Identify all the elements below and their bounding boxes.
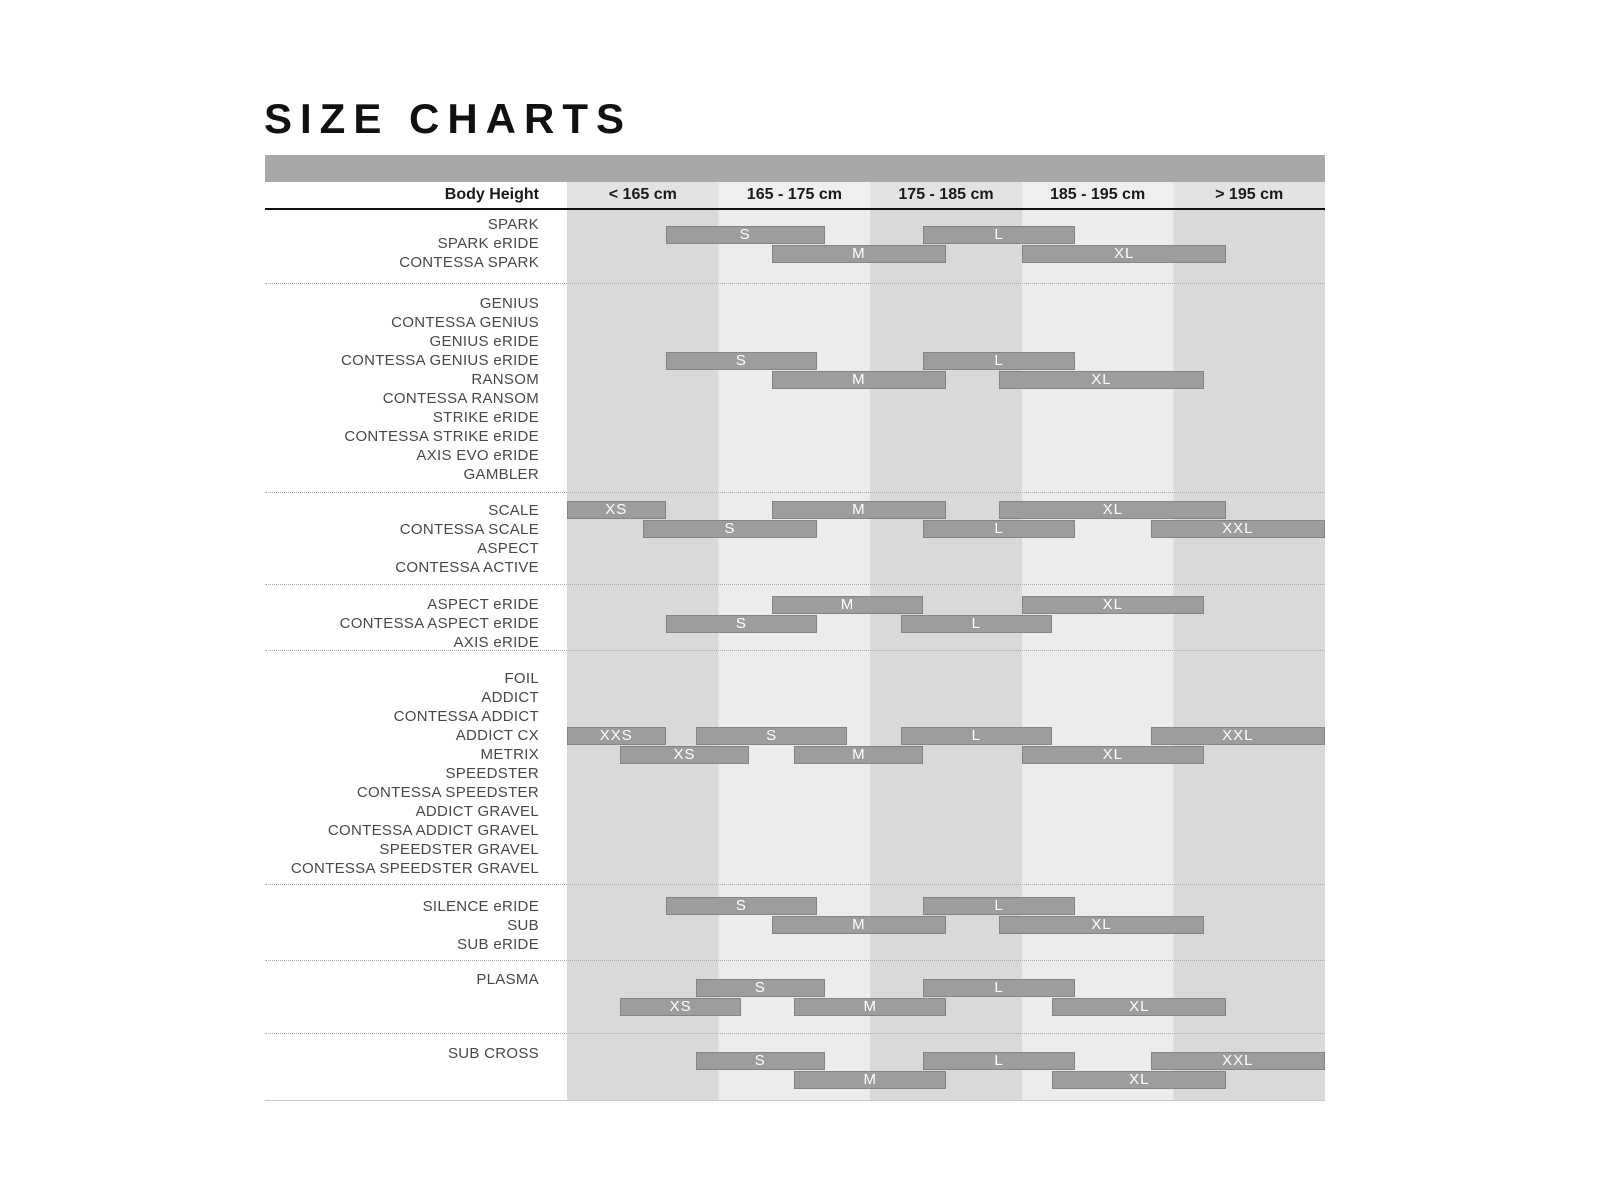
column-header-gt195: > 195 cm <box>1215 186 1284 203</box>
size-bar-label: M <box>852 916 866 933</box>
size-bar-m <box>772 916 946 934</box>
size-bar-label: S <box>735 897 747 914</box>
size-bar-s <box>696 727 848 745</box>
model-labels <box>265 210 567 272</box>
model-label: GENIUS <box>479 295 539 312</box>
size-bar-label: S <box>724 520 736 537</box>
size-bar-xs <box>620 998 741 1016</box>
model-group <box>265 492 1325 584</box>
size-bar-s <box>696 1052 825 1070</box>
size-bar-label: M <box>863 1071 877 1088</box>
column-header-185-195: 185 - 195 cm <box>1049 186 1146 203</box>
model-label: AXIS EVO eRIDE <box>416 447 539 464</box>
model-label: SCALE <box>488 502 539 519</box>
size-bar-s <box>666 615 818 633</box>
model-group <box>265 210 1325 283</box>
size-bar-m <box>794 746 923 764</box>
size-bar-label: XL <box>1129 998 1150 1015</box>
size-bar-label: S <box>735 352 747 369</box>
model-label: CONTESSA ADDICT GRAVEL <box>327 822 539 839</box>
model-group <box>265 884 1325 960</box>
model-group <box>265 1033 1325 1100</box>
model-label: CONTESSA ACTIVE <box>395 559 539 576</box>
size-bar-label: XS <box>673 746 696 763</box>
size-bar-s <box>666 226 825 244</box>
size-bars <box>567 961 1325 1033</box>
size-bar-l <box>923 352 1075 370</box>
size-bar-s <box>643 520 817 538</box>
size-bar-xl <box>999 916 1204 934</box>
size-bar-l <box>923 226 1075 244</box>
size-bar-xs <box>620 746 749 764</box>
size-bar-xl <box>999 501 1226 519</box>
chart-body <box>265 210 1325 1101</box>
size-bar-xxs <box>567 727 666 745</box>
size-bar-l <box>923 1052 1075 1070</box>
size-bar-label: XXS <box>599 727 633 744</box>
size-bar-label: XL <box>1113 245 1135 262</box>
size-bars <box>567 284 1325 492</box>
size-bar-xxl <box>1151 520 1325 538</box>
size-bar-label: XS <box>605 501 628 518</box>
size-bar-label: M <box>852 746 866 763</box>
size-bar-label: L <box>994 979 1004 996</box>
size-bar-m <box>794 1071 946 1089</box>
model-labels <box>265 961 567 989</box>
model-label: CONTESSA SPEEDSTER GRAVEL <box>290 860 539 877</box>
size-bar-label: XXL <box>1222 520 1254 537</box>
size-bar-label: XXL <box>1222 1052 1254 1069</box>
size-bar-m <box>772 371 946 389</box>
model-label: GAMBLER <box>463 466 539 483</box>
size-bar-label: L <box>994 897 1004 914</box>
size-bars <box>567 651 1325 884</box>
size-bar-label: XL <box>1102 501 1123 518</box>
model-label: CONTESSA SCALE <box>399 521 539 538</box>
size-bar-label: L <box>994 226 1004 243</box>
size-bars <box>567 1034 1325 1100</box>
size-bar-s <box>666 897 818 915</box>
model-label: METRIX <box>480 746 539 763</box>
page-title: SIZE CHARTS <box>264 95 633 142</box>
model-labels <box>265 885 567 954</box>
size-bar-label: XL <box>1102 596 1123 613</box>
model-group <box>265 650 1325 884</box>
model-label: CONTESSA SPEEDSTER <box>356 784 539 801</box>
size-bar-s <box>666 352 818 370</box>
size-bar-label: M <box>852 501 866 518</box>
model-label: STRIKE eRIDE <box>432 409 539 426</box>
header-banner <box>265 155 1325 182</box>
model-label: ASPECT eRIDE <box>427 596 539 613</box>
model-label: SPARK eRIDE <box>437 235 539 252</box>
model-label: SPEEDSTER <box>445 765 539 782</box>
size-bars <box>567 493 1325 584</box>
size-bar-label: XS <box>669 998 692 1015</box>
model-labels <box>265 1034 567 1063</box>
size-bar-label: S <box>754 979 766 996</box>
size-bar-label: XL <box>1091 371 1112 388</box>
model-label: CONTESSA SPARK <box>399 254 539 271</box>
size-bar-label: L <box>994 520 1004 537</box>
size-bar-label: S <box>739 226 751 243</box>
model-label: CONTESSA STRIKE eRIDE <box>344 428 539 445</box>
size-bar-m <box>772 501 946 519</box>
model-label: SUB CROSS <box>447 1045 539 1062</box>
model-label: AXIS eRIDE <box>453 634 539 651</box>
size-bar-l <box>901 727 1053 745</box>
model-labels <box>265 651 567 878</box>
model-label: CONTESSA ADDICT <box>393 708 539 725</box>
size-bar-m <box>772 596 924 614</box>
model-group <box>265 584 1325 650</box>
size-bar-label: XL <box>1129 1071 1150 1088</box>
size-bar-label: S <box>754 1052 766 1069</box>
size-bar-xxl <box>1151 727 1325 745</box>
size-bar-xl <box>1022 245 1227 263</box>
model-label: ASPECT <box>477 540 539 557</box>
model-label: CONTESSA RANSOM <box>382 390 539 407</box>
size-bar-m <box>794 998 946 1016</box>
size-bar-label: S <box>735 615 747 632</box>
model-label: ADDICT CX <box>455 727 539 744</box>
size-bar-label: S <box>766 727 778 744</box>
column-header-175-185: 175 - 185 cm <box>898 186 994 203</box>
size-bar-label: L <box>971 727 981 744</box>
model-label: FOIL <box>504 670 539 687</box>
body-height-header: Body Height <box>444 186 539 203</box>
size-bar-label: L <box>994 1052 1004 1069</box>
model-label: SUB <box>507 917 539 934</box>
model-label: ADDICT <box>481 689 539 706</box>
size-bar-label: L <box>994 352 1004 369</box>
size-bar-xl <box>1022 746 1204 764</box>
model-label: CONTESSA GENIUS eRIDE <box>340 352 539 369</box>
size-bar-l <box>923 979 1075 997</box>
size-bar-label: M <box>852 245 866 262</box>
size-bar-l <box>923 897 1075 915</box>
size-chart-table <box>265 155 1325 1101</box>
size-bars <box>567 210 1325 283</box>
size-bar-label: XL <box>1102 746 1123 763</box>
size-bars <box>567 585 1325 650</box>
model-label: SILENCE eRIDE <box>422 898 539 915</box>
size-bar-s <box>696 979 825 997</box>
size-bar-m <box>772 245 946 263</box>
model-labels <box>265 284 567 484</box>
size-bar-xs <box>567 501 666 519</box>
model-labels <box>265 585 567 652</box>
size-bar-l <box>923 520 1075 538</box>
size-bar-xl <box>1052 998 1226 1016</box>
model-label: PLASMA <box>476 971 539 988</box>
size-bar-label: M <box>863 998 877 1015</box>
model-label: SUB eRIDE <box>457 936 539 953</box>
size-bar-label: M <box>840 596 855 613</box>
model-labels <box>265 493 567 577</box>
model-label: RANSOM <box>471 371 539 388</box>
size-bar-xl <box>1022 596 1204 614</box>
model-label: SPARK <box>487 216 539 233</box>
size-bars <box>567 885 1325 960</box>
size-bar-xl <box>999 371 1204 389</box>
column-header-165-175: 165 - 175 cm <box>746 186 842 203</box>
size-bar-l <box>901 615 1053 633</box>
size-bar-label: L <box>971 615 981 632</box>
size-bar-xxl <box>1151 1052 1325 1070</box>
model-group <box>265 283 1325 492</box>
column-header-lt165: < 165 cm <box>608 186 677 203</box>
size-bar-xl <box>1052 1071 1226 1089</box>
model-label: CONTESSA ASPECT eRIDE <box>339 615 539 632</box>
size-bar-label: XL <box>1091 916 1112 933</box>
model-label: GENIUS eRIDE <box>429 333 539 350</box>
model-group <box>265 960 1325 1033</box>
column-header-row <box>265 182 1325 208</box>
size-bar-label: M <box>852 371 866 388</box>
model-label: SPEEDSTER GRAVEL <box>379 841 539 858</box>
model-label: ADDICT GRAVEL <box>415 803 539 820</box>
model-label: CONTESSA GENIUS <box>391 314 539 331</box>
size-bar-label: XXL <box>1222 727 1254 744</box>
